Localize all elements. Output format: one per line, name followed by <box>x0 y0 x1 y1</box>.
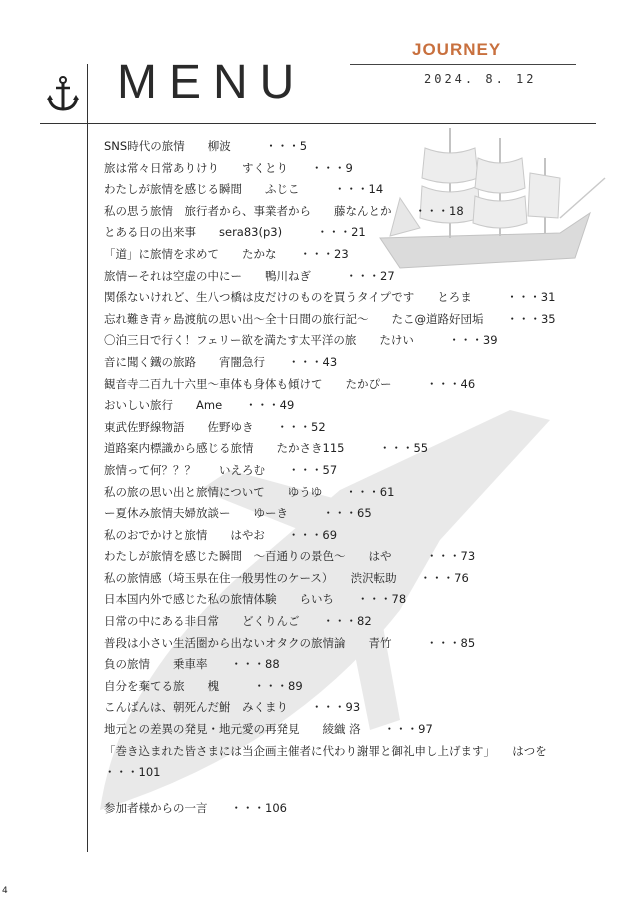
toc-entry: 「巻き込まれた皆さまには当企画主催者に代わり謝罪と御礼申し上げます」 はつを <box>104 743 547 758</box>
toc-entry: わたしが旅情を感じた瞬間 〜百通りの景色〜 はや ・・・73 <box>104 549 476 564</box>
toc-entry: おいしい旅行 Ame ・・・49 <box>104 398 295 413</box>
date-label: 2024. 8. 12 <box>424 72 537 86</box>
toc-entry: 負の旅情 乗車率 ・・・88 <box>104 657 280 672</box>
page-number: 4 <box>2 886 8 896</box>
toc-entry: 私の旅の思い出と旅情について ゆうゆ ・・・61 <box>104 484 395 499</box>
toc-entry-contributors: 参加者様からの一言 ・・・106 <box>104 800 287 815</box>
toc-entry: 東武佐野線物語 佐野ゆき ・・・52 <box>104 419 326 434</box>
toc-entry: 私の思う旅情 旅行者から、事業者から 藤なんとか ・・・18 <box>104 203 464 218</box>
toc-entry: 〇泊三日で行く！フェリー欲を満たす太平洋の旅 たけい ・・・39 <box>104 333 498 348</box>
toc-spacer <box>104 784 594 798</box>
toc-entry: 自分を棄てる旅 槐 ・・・89 <box>104 678 303 693</box>
toc-entry: 私のおでかけと旅情 はやお ・・・69 <box>104 527 338 542</box>
toc-entry: 旅は常々日常ありけり すくとり ・・・9 <box>104 160 353 175</box>
page-title: MENU <box>117 56 307 109</box>
anchor-icon <box>46 76 80 112</box>
toc-entry: ー夏休み旅情夫婦放談ー ゆーき ・・・65 <box>104 506 372 521</box>
toc-entry: 旅情って何？？？ いえろむ ・・・57 <box>104 462 338 477</box>
table-of-contents <box>104 136 594 819</box>
toc-entry: わたしが旅情を感じる瞬間 ふじこ ・・・14 <box>104 182 384 197</box>
toc-entry: 「道」に旅情を求めて たかな ・・・23 <box>104 246 349 261</box>
toc-entry: 音に聞く鐵の旅路 宵闇急行 ・・・43 <box>104 354 338 369</box>
toc-entry: 忘れ難き青ヶ島渡航の思い出〜全十日間の旅行記〜 たこ@道路好団垢 ・・・35 <box>104 311 556 326</box>
toc-entry: 地元との差異の発見・地元愛の再発見 綾織 洛 ・・・97 <box>104 722 433 737</box>
toc-entry: 道路案内標識から感じる旅情 たかさき115 ・・・55 <box>104 441 429 456</box>
toc-entry: SNS時代の旅情 柳波 ・・・5 <box>104 139 308 153</box>
toc-entry: 普段は小さい生活圏から出ないオタクの旅情論 青竹 ・・・85 <box>104 635 476 650</box>
toc-entry: とある日の出来事 sera83(p3) ・・・21 <box>104 225 366 240</box>
toc-entry: 日常の中にある非日常 どくりんご ・・・82 <box>104 614 372 629</box>
toc-entry: 旅情ーそれは空虚の中にー 鴨川ねぎ ・・・27 <box>104 268 395 283</box>
toc-entry: 私の旅情感（埼玉県在住一般男性のケース） 渋沢転助 ・・・76 <box>104 570 469 585</box>
journey-rule <box>350 64 576 65</box>
toc-entry: 日本国内外で感じた私の旅情体験 らいち ・・・78 <box>104 592 407 607</box>
toc-entry: ・・・101 <box>104 765 161 780</box>
toc-entry: 観音寺二百九十六里〜車体も身体も傾けて たかぴー ・・・46 <box>104 376 476 391</box>
journey-label: JOURNEY <box>412 40 502 59</box>
toc-entry: こんばんは、朝死んだ鮒 みくまり ・・・93 <box>104 700 361 715</box>
toc-entry: 関係ないけれど、生八つ橋は皮だけのものを買うタイプです とろま ・・・31 <box>104 290 556 305</box>
